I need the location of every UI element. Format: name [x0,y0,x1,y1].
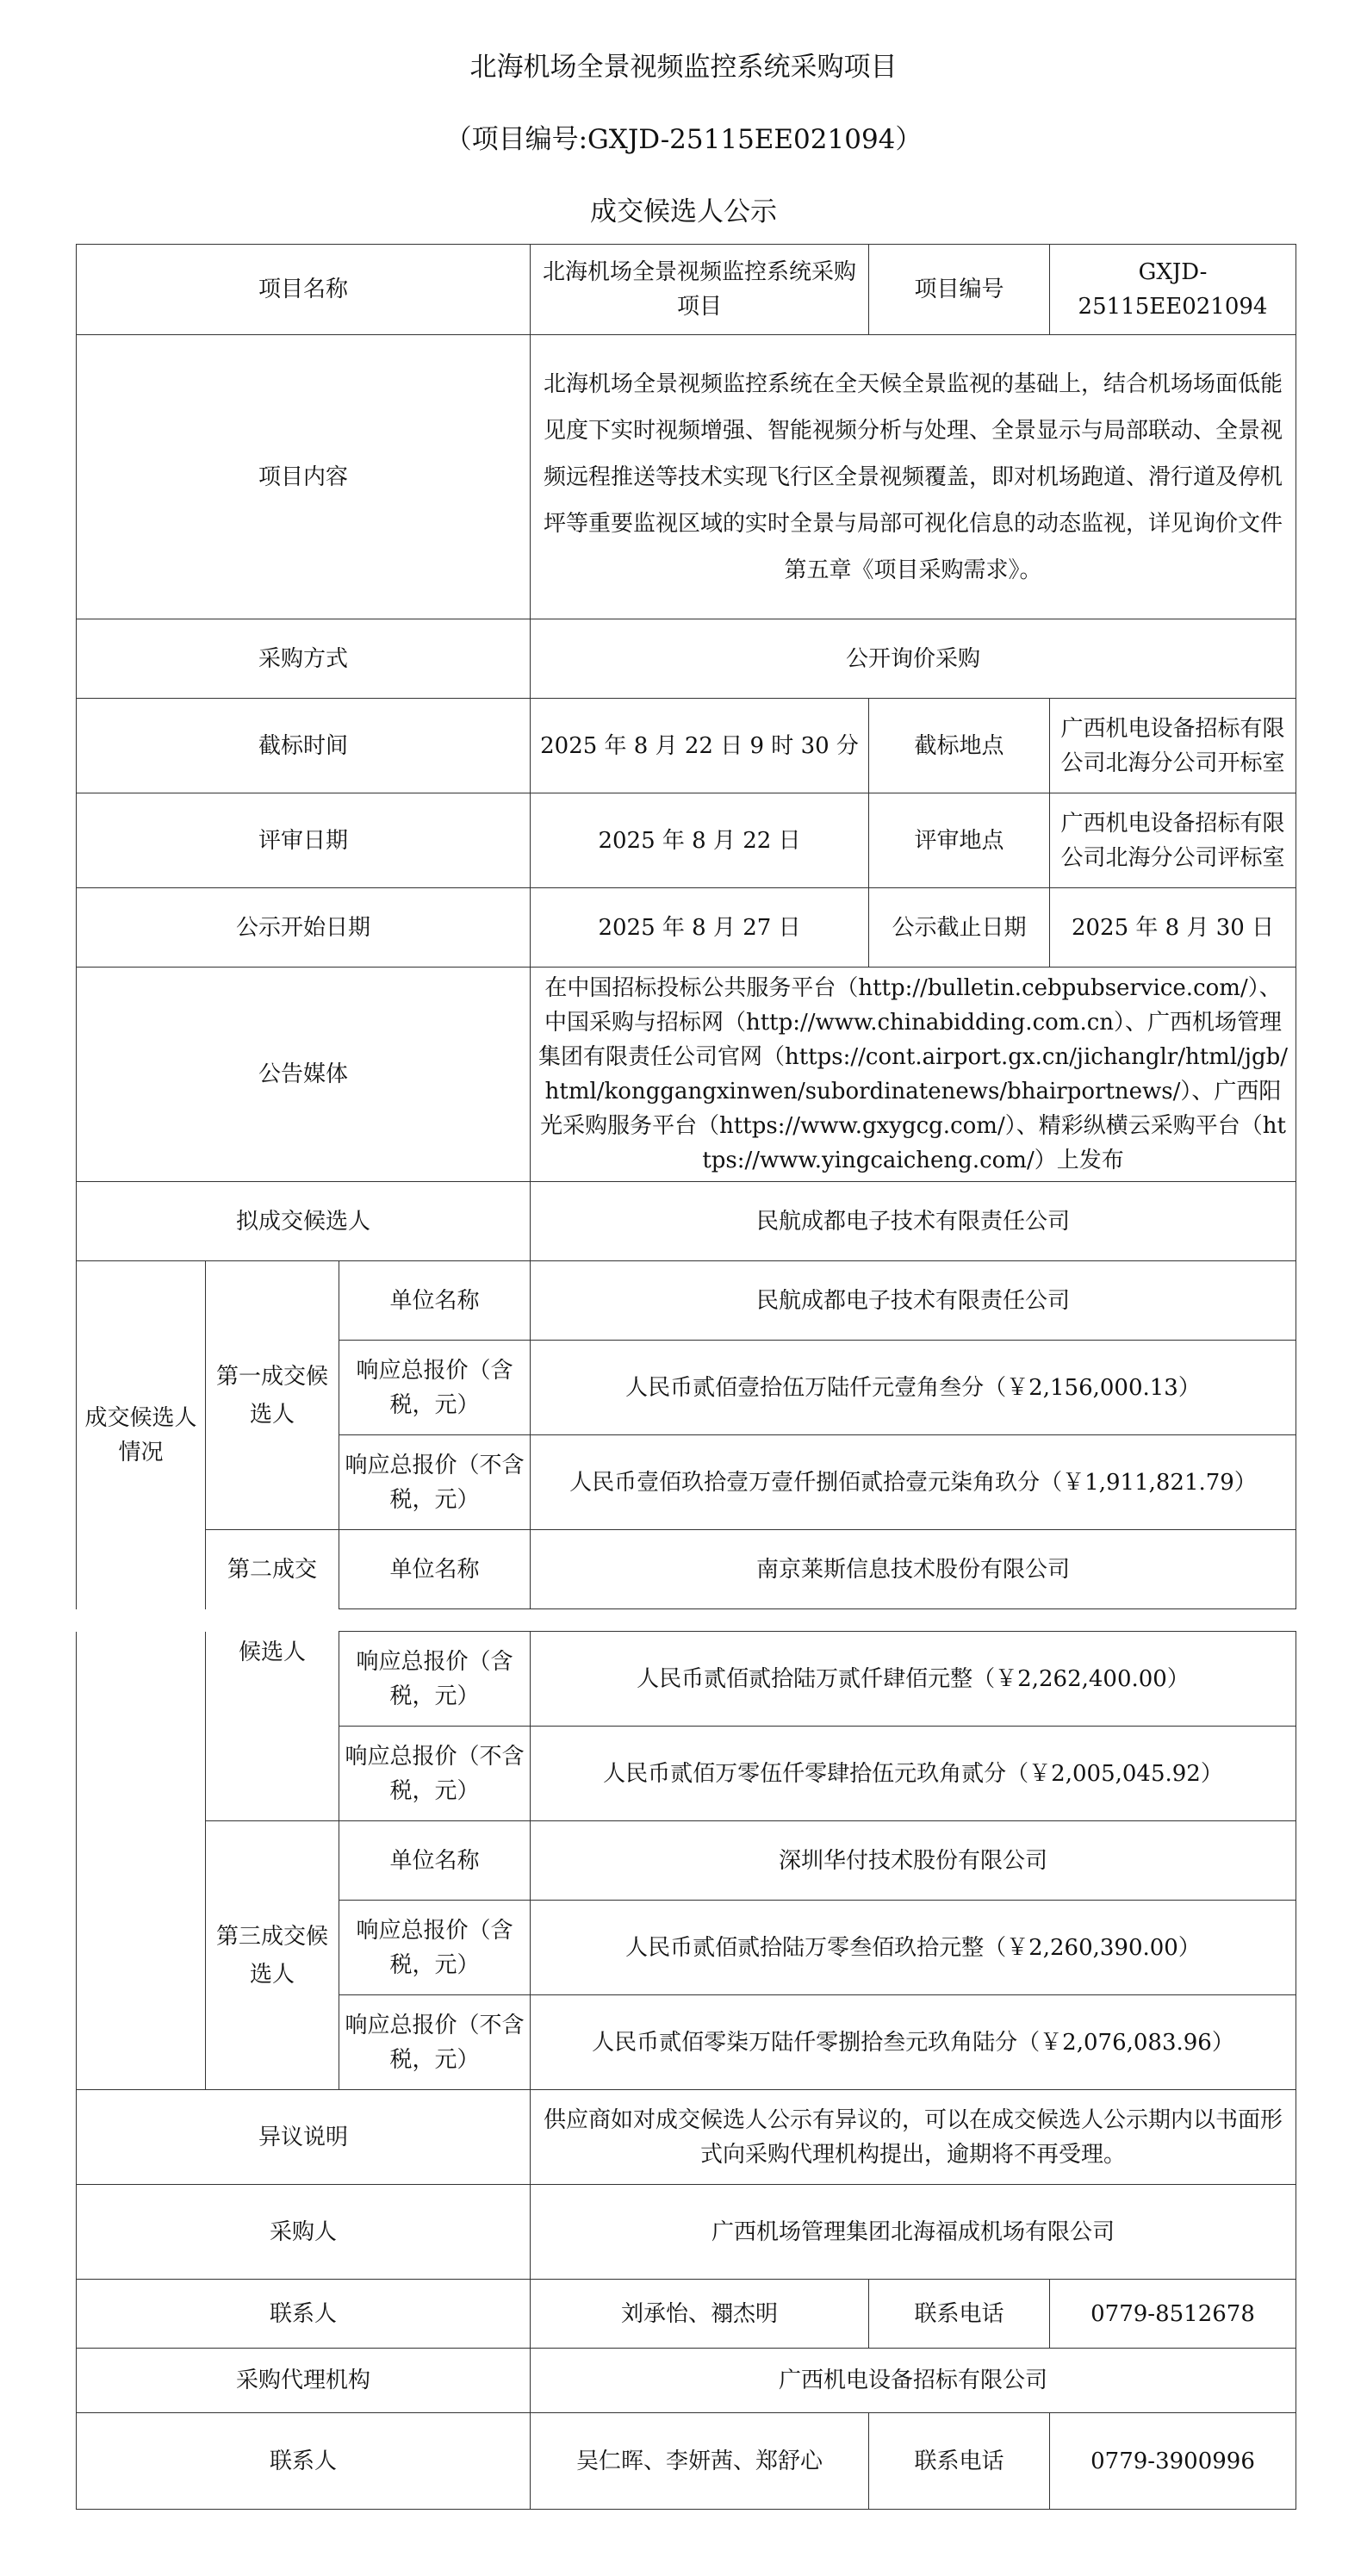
project-name-value: 北海机场全景视频监控系统采购项目 [531,245,869,335]
second-unit-value: 南京莱斯信息技术股份有限公司 [531,1530,1296,1609]
deadline-place-label: 截标地点 [869,699,1050,793]
review-place-value: 广西机电设备招标有限公司北海分公司评标室 [1050,793,1296,888]
third-incl-label: 响应总报价（含税，元） [339,1901,531,1995]
announcement-table-upper [76,244,1296,1609]
agency-contact-label: 联系人 [77,2413,531,2510]
purchaser-phone-value: 0779-8512678 [1050,2280,1296,2349]
document-title: 北海机场全景视频监控系统采购项目 [469,52,898,83]
first-excl-value: 人民币壹佰玖拾壹万壹仟捌佰贰拾壹元柒角玖分（￥1,911,821.79） [531,1435,1296,1530]
review-date-value: 2025 年 8 月 22 日 [531,793,869,888]
proposed-candidate-value: 民航成都电子技术有限责任公司 [531,1182,1296,1261]
review-date-label: 评审日期 [77,793,531,888]
purchaser-value: 广西机场管理集团北海福成机场有限公司 [531,2185,1296,2280]
third-unit-label: 单位名称 [339,1821,531,1901]
deadline-value: 2025 年 8 月 22 日 9 时 30 分 [531,699,869,793]
purchase-method-label: 采购方式 [77,619,531,699]
project-code-value: GXJD-25115EE021094 [1050,245,1296,335]
objection-value: 供应商如对成交候选人公示有异议的，可以在成交候选人公示期内以书面形式向采购代理机构提出，逾期将不再受理。 [531,2090,1296,2185]
media-value: 在中国招标投标公共服务平台（http://bulletin.cebpubservice.com/）、中国采购与招标网（http://www.chinabidding.com.cn）、广西机场管理集团有限责任公司官网（https://cont.airport.gx.cn/jichanglr/html/jgb/html/konggangxinwen/subordinatenews/bhairportnews/）、广西阳光采购服务平台（https://www.gxygcg.com/）、精彩纵横云采购平台（https://www.yingcaicheng.com/）上发布 [531,968,1296,1182]
announcement-table-lower [76,1631,1296,2510]
second-candidate-label-bottom: 候选人 [206,1632,339,1821]
project-content-value: 北海机场全景视频监控系统在全天候全景监视的基础上，结合机场场面低能见度下实时视频增强、智能视频分析与处理、全景显示与局部联动、全景视频远程推送等技术实现飞行区全景视频覆盖，即对机场跑道、滑行道及停机坪等重要监视区域的实时全景与局部可视化信息的动态监视，详见询价文件第五章《项目采购需求》。 [531,335,1296,619]
purchase-method-value: 公开询价采购 [531,619,1296,699]
agency-label: 采购代理机构 [77,2349,531,2413]
agency-contact-value: 吴仁晖、李妍茜、郑舒心 [531,2413,869,2510]
publicity-start-label: 公示开始日期 [77,888,531,968]
third-unit-value: 深圳华付技术股份有限公司 [531,1821,1296,1901]
deadline-label: 截标时间 [77,699,531,793]
third-excl-label: 响应总报价（不含税，元） [339,1995,531,2090]
second-unit-label: 单位名称 [339,1530,531,1609]
publicity-end-value: 2025 年 8 月 30 日 [1050,888,1296,968]
second-candidate-label-top: 第二成交 [206,1530,339,1609]
third-incl-value: 人民币贰佰贰拾陆万零叁佰玖拾元整（￥2,260,390.00） [531,1901,1296,1995]
deadline-place-value: 广西机电设备招标有限公司北海分公司开标室 [1050,699,1296,793]
first-incl-label: 响应总报价（含税，元） [339,1341,531,1435]
document-subtitle: 成交候选人公示 [590,196,777,227]
media-label: 公告媒体 [77,968,531,1182]
candidates-section-label: 成交候选人情况 [77,1261,206,1609]
third-excl-value: 人民币贰佰零柒万陆仟零捌拾叁元玖角陆分（￥2,076,083.96） [531,1995,1296,2090]
agency-phone-value: 0779-3900996 [1050,2413,1296,2510]
second-incl-value: 人民币贰佰贰拾陆万贰仟肆佰元整（￥2,262,400.00） [531,1632,1296,1727]
first-incl-value: 人民币贰佰壹拾伍万陆仟元壹角叁分（￥2,156,000.13） [531,1341,1296,1435]
first-unit-value: 民航成都电子技术有限责任公司 [531,1261,1296,1341]
project-code-label: 项目编号 [869,245,1050,335]
proposed-candidate-label: 拟成交候选人 [77,1182,531,1261]
project-content-label: 项目内容 [77,335,531,619]
second-incl-label: 响应总报价（含税，元） [339,1632,531,1727]
first-unit-label: 单位名称 [339,1261,531,1341]
agency-phone-label: 联系电话 [869,2413,1050,2510]
purchaser-contact-label: 联系人 [77,2280,531,2349]
project-name-label: 项目名称 [77,245,531,335]
purchaser-contact-value: 刘承怡、禤杰明 [531,2280,869,2349]
candidates-section-continued [77,1632,206,2090]
first-excl-label: 响应总报价（不含税，元） [339,1435,531,1530]
second-excl-label: 响应总报价（不含税，元） [339,1727,531,1821]
second-excl-value: 人民币贰佰万零伍仟零肆拾伍元玖角贰分（￥2,005,045.92） [531,1727,1296,1821]
project-code-line: （项目编号:GXJD-25115EE021094） [444,124,923,155]
publicity-start-value: 2025 年 8 月 27 日 [531,888,869,968]
review-place-label: 评审地点 [869,793,1050,888]
agency-value: 广西机电设备招标有限公司 [531,2349,1296,2413]
objection-label: 异议说明 [77,2090,531,2185]
first-candidate-label: 第一成交候选人 [206,1261,339,1530]
publicity-end-label: 公示截止日期 [869,888,1050,968]
purchaser-label: 采购人 [77,2185,531,2280]
third-candidate-label: 第三成交候选人 [206,1821,339,2090]
purchaser-phone-label: 联系电话 [869,2280,1050,2349]
